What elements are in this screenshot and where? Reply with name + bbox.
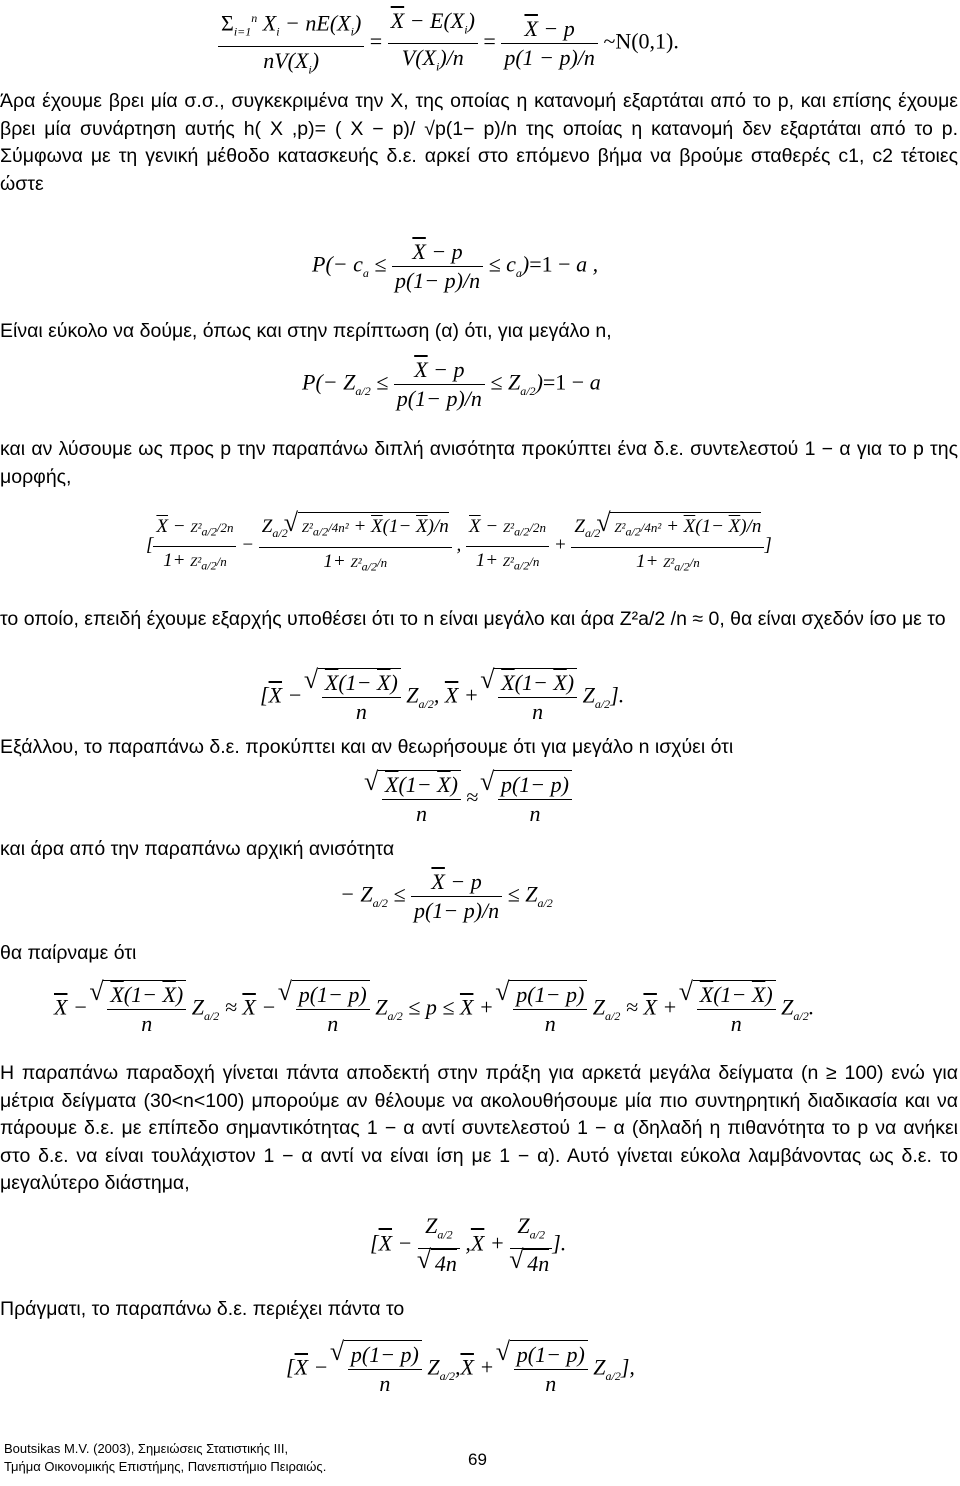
footer-line-2: Τμήμα Οικονομικής Επιστήμης, Πανεπιστήμιο Πειραιώς.: [4, 1459, 327, 1474]
paragraph-6: και άρα από την παραπάνω αρχική ανισότητα: [0, 838, 395, 860]
equation-ineq: − $Z_{a/2}$ ≤ $\frac{\overline{X} - p}{p(1- p)/n}$ ≤ $Z_{a/2}$: [340, 869, 553, 923]
equation-z: $P(- Z_{a/2}$ ≤ $\frac{\overline{X} - p}{p(1- p)/n}$ ≤ $Z_{a/2})=1 - a$: [302, 357, 601, 411]
equation-c: $P(- c_a$ ≤ $\frac{\overline{X} - p}{p(1- p)/n}$ ≤ $c_a)=1 - a$ ,: [312, 239, 599, 293]
equation-top: $\frac{\Sigma_{i=1}^n X_i - nE(X_i)}{nV(X_i)}$ = $\frac{\overline{X} - E(X_i)}{V(X_i)/n}$ = $\frac{\overline{X} - p}{p(1 - p)/n}$ ~N(0,1).: [218, 4, 679, 83]
equation-final: [$\overline{X}$ − √ $\frac{p(1- p)}{n}$ $Z_{a/2},\overline{X}$ + √ $\frac{p(1- p)}{n}$ $Z_{a/2}$],: [286, 1340, 635, 1398]
paragraph-7: θα παίρναμε ότι: [0, 942, 137, 964]
paragraph-5: Εξάλλου, το παραπάνω δ.ε. προκύπτει και αν θεωρήσουμε ότι για μεγάλο n ισχύει ότι: [0, 736, 734, 758]
paragraph-3: και αν λύσουμε ως προς p την παραπάνω διπλή ανισότητα προκύπτει ένα δ.ε. συντελεστού 1 − α για το p της μορφής,: [0, 438, 958, 488]
paragraph-2: Είναι εύκολο να δούμε, όπως και στην περίπτωση (α) ότι, για μεγάλο n,: [0, 320, 612, 342]
equation-4n: [$\overline{X}$ − $Z_{a/2}$ √ 4n $,\overline{X}$ + $Z_{a/2}$ √ 4n ].: [370, 1212, 566, 1278]
paragraph-9: Πράγματι, το παραπάνω δ.ε. περιέχει πάντα το: [0, 1298, 405, 1320]
page-number: 69: [468, 1450, 487, 1469]
paragraph-1: Άρα έχουμε βρει μία σ.σ., συγκεκριμένα την X, της οποίας η κατανομή εξαρτάται από το p, και επίσης έχουμε βρει μία συνάρτηση αυτής h( X ,p)= ( X − p)/ √p(1− p)/n της οποίας η κατανομή δεν εξαρτάται από το p. Σύμφωνα με τη γενική μέθοδο κατασκευής δ.ε. αρκεί στο επόμενο βήμα να βρούμε σταθερές c1, c2 τέτοιες ώστε: [0, 90, 958, 195]
equation-interval-long: [ $\frac{\overline{X} - Z^2_{a/2}/2n}{1+ Z^2_{a/2}/n}$ − $\frac{Z_{a/2} √ Z^2_{a/2}/4n^2 + \overline{X}(1- \overline{X})/n}{1+ Z^2_{a/2}/n}$ , $\frac{\overline{X} - Z^2_{a/2}/2n}{1+ Z^2_{a/2}/n}$ + $\frac{Z_{a/2} √ Z^2_{a/2}/4n^2 + \overline{X}(1- \overline{X})/n}{1+ Z^2_{a/2}/n}$ ]: [146, 512, 772, 580]
equation-chain: $\overline{X}$ − √ $\frac{\overline{X}(1- \overline{X})}{n}$ $Z_{a/2} \approx \overline{X}$ − √ $\frac{p(1- p)}{n}$ $Z_{a/2} \le p \le \overline{X}$ + √ $\frac{p(1- p)}{n}$ $Z_{a/2} \approx \overline{X}$ + √ $\frac{\overline{X}(1- \overline{X})}{n}$ $Z_{a/2}$.: [54, 980, 814, 1038]
paragraph-8: Η παραπάνω παραδοχή γίνεται πάντα αποδεκτή στην πράξη για αρκετά μεγάλα δείγματα (n ≥ 100) ενώ για μέτρια δείγματα (30<n<100) μπορούμε αν θέλουμε να ακολουθήσουμε μία πιο συντηρητική διαδικασία και να πάρουμε δ.ε. με επίπεδο σημαντικότητας 1 − α αντί συντελεστού 1 − α (δηλαδή η πιθανότητα το p να ανήκει στο δ.ε. να είναι τουλάχιστον 1 − α αντί να είναι ίση με 1 − α). Αυτό γίνεται εύκολα λαμβάνοντας ως δ.ε. το μεγαλύτερο διάστημα,: [0, 1062, 958, 1194]
footer-line-1: Boutsikas M.V. (2003), Σημειώσεις Στατιστικής ΙΙΙ,: [4, 1441, 289, 1456]
footer: [4, 1440, 326, 1476]
equation-interval-simple: [$\overline{X}$ − √ $\frac{\overline{X}(1- \overline{X})}{n}$ $Z_{a/2}$, $\overline{X}$ + √ $\frac{\overline{X}(1- \overline{X})}{n}$ $Z_{a/2}$].: [260, 668, 624, 726]
equation-approx: √ $\frac{\overline{X}(1- \overline{X})}{n}$ ≈ √ $\frac{p(1- p)}{n}$: [368, 770, 572, 828]
paragraph-4: το οποίο, επειδή έχουμε εξαρχής υποθέσει ότι το n είναι μεγάλο και άρα Z²a/2 /n ≈ 0, θα είναι σχεδόν ίσο με το: [0, 608, 946, 630]
